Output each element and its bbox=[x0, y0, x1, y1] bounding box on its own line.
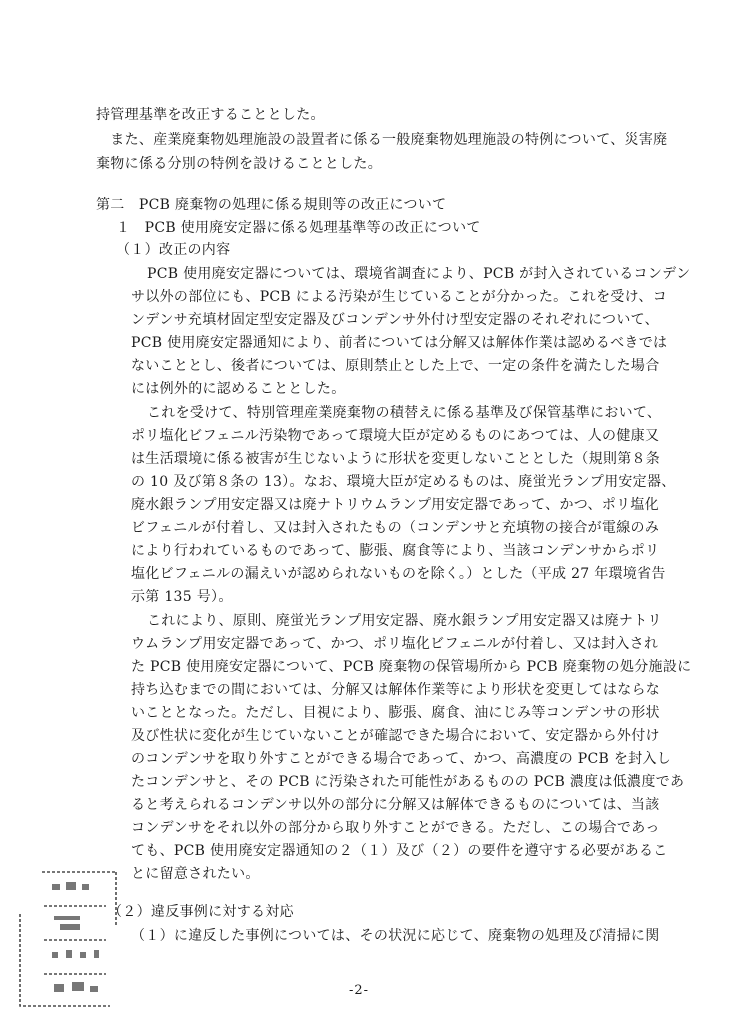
section-title: 第二 PCB 廃棄物の処理に係る規則等の改正について bbox=[96, 197, 447, 213]
paragraph-line: PCB 使用廃安定器については、環境省調査により、PCB が封入されているコンデン bbox=[147, 266, 691, 282]
paragraph-line: いこととなった。ただし、目視により、膨張、腐食、油にじみ等コンデンサの形状 bbox=[131, 705, 660, 721]
paragraph-line: 示第 135 号）。 bbox=[131, 589, 233, 605]
paragraph-line: これにより、原則、廃蛍光ランプ用安定器、廃水銀ランプ用安定器又は廃ナトリ bbox=[147, 613, 662, 629]
paragraph-line: には例外的に認めることとした。 bbox=[131, 381, 346, 397]
paragraph-line: ないこととし、後者については、原則禁止とした上で、一定の条件を満たした場合 bbox=[131, 358, 660, 374]
page-number: -2- bbox=[349, 983, 370, 998]
paragraph-line: とに留意されたい。 bbox=[131, 866, 260, 882]
subsection-title: １ PCB 使用廃安定器に係る処理基準等の改正について bbox=[116, 220, 481, 236]
receipt-stamp bbox=[14, 866, 122, 1016]
paragraph-line: 及び性状に変化が生じていないことが確認できた場合において、安定器から外付け bbox=[131, 728, 660, 744]
paragraph-line: のコンデンサを取り外すことができる場合であって、かつ、高濃度の PCB を封入し bbox=[131, 751, 672, 767]
paragraph-line: ウムランプ用安定器であって、かつ、ポリ塩化ビフェニルが付着し、又は封入され bbox=[131, 636, 659, 652]
paragraph-line: ンデンサ充填材固定型安定器及びコンデンサ外付け型安定器のそれぞれについて、 bbox=[131, 312, 659, 328]
paragraph-line: 塩化ビフェニルの漏えいが認められないものを除く。）とした（平成 27 年環境省告 bbox=[131, 566, 666, 582]
item-heading: （１）改正の内容 bbox=[116, 242, 231, 258]
paragraph-line: ても、PCB 使用廃安定器通知の２（１）及び（２）の要件を遵守する必要があるこ bbox=[131, 843, 668, 859]
paragraph-line: は生活環境に係る被害が生じないように形状を変更しないこととした（規則第８条 bbox=[131, 451, 661, 467]
paragraph-line: これを受けて、特別管理産業廃棄物の積替えに係る基準及び保管基準において、 bbox=[147, 405, 662, 421]
paragraph-line: の 10 及び第８条の 13）。なお、環境大臣が定めるものは、廃蛍光ランプ用安定器、 bbox=[131, 474, 676, 490]
intro-line: 棄物に係る分別の特例を設けることとした。 bbox=[96, 156, 382, 172]
paragraph-line: コンデンサをそれ以外の部分から取り外すことができる。ただし、この場合であっ bbox=[131, 820, 660, 836]
item-heading: （２）違反事例に対する対応 bbox=[108, 904, 294, 920]
paragraph-line: により行われているものであって、膨張、腐食等により、当該コンデンサからポリ bbox=[131, 543, 660, 559]
paragraph-line: 廃水銀ランプ用安定器又は廃ナトリウムランプ用安定器であって、かつ、ポリ塩化 bbox=[131, 497, 659, 513]
paragraph-line: た PCB 使用廃安定器について、PCB 廃棄物の保管場所から PCB 廃棄物の処分施設に bbox=[131, 659, 692, 675]
paragraph-line: 持ち込むまでの間においては、分解又は解体作業等により形状を変更してはならな bbox=[131, 682, 661, 698]
paragraph-line: PCB 使用廃安定器通知により、前者については分解又は解体作業は認めるべきでは bbox=[131, 335, 668, 351]
paragraph-line: ビフェニルが付着し、又は封入されたもの（コンデンサと充填物の接合が電線のみ bbox=[131, 520, 660, 536]
paragraph-line: （１）に違反した事例については、その状況に応じて、廃棄物の処理及び清掃に関 bbox=[131, 928, 660, 944]
paragraph-line: サ以外の部位にも、PCB による汚染が生じていることが分かった。これを受け、コ bbox=[131, 289, 668, 305]
paragraph-line: たコンデンサと、その PCB に汚染された可能性があるものの PCB 濃度は低濃度であ bbox=[131, 774, 685, 790]
intro-line: また、産業廃棄物処理施設の設置者に係る一般廃棄物処理施設の特例について、災害廃 bbox=[96, 132, 668, 148]
intro-line: 持管理基準を改正することとした。 bbox=[96, 107, 325, 123]
paragraph-line: ると考えられるコンデンサ以外の部分に分解又は解体できるものについては、当該 bbox=[131, 797, 660, 813]
paragraph-line: ポリ塩化ビフェニル汚染物であって環境大臣が定めるものにあつては、人の健康又 bbox=[131, 428, 660, 444]
